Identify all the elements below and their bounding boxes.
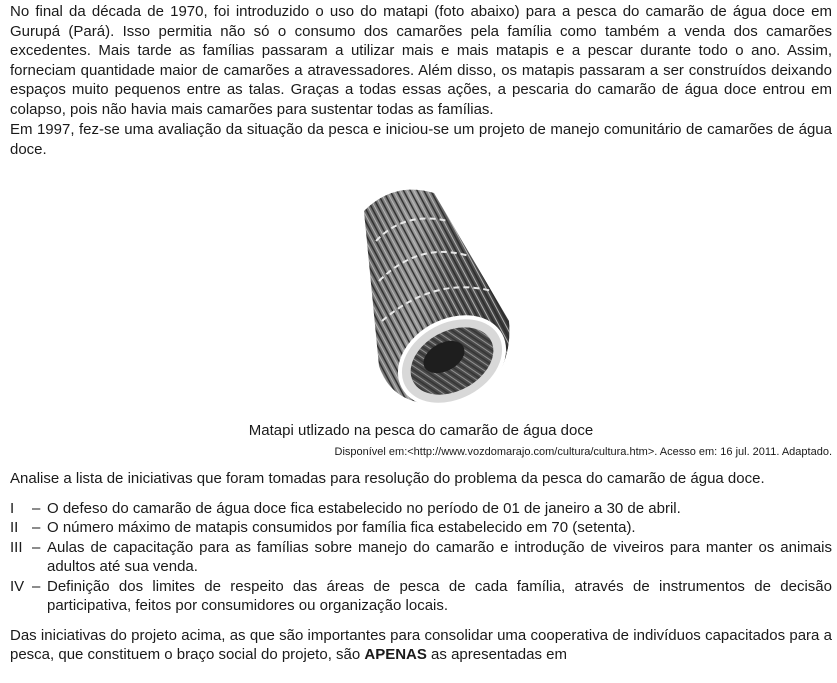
list-item bbox=[10, 499, 832, 519]
project-paragraph: Em 1997, fez-se uma avaliação da situação da pesca e iniciou-se um projeto de manejo comunitário de camarões de água doce. bbox=[10, 121, 832, 158]
item-text: Definição dos limites de respeito das áreas de pesca de cada família, através de instrumentos de decisão participativa, feitos por consumidores ou organização locais. bbox=[47, 577, 832, 614]
list-item bbox=[10, 518, 832, 538]
item-numeral: IV bbox=[10, 577, 25, 595]
matapi-figure bbox=[10, 159, 832, 421]
item-numeral: III bbox=[10, 538, 23, 556]
item-numeral: II bbox=[10, 519, 19, 536]
item-dash: – bbox=[32, 577, 41, 595]
matapi-trap-image bbox=[324, 171, 524, 411]
item-numeral: I bbox=[10, 499, 15, 517]
question-document bbox=[10, 0, 832, 665]
item-text: O defeso do camarão de água doce fica estabelecido no período de 01 de janeiro a 30 de abril. bbox=[47, 499, 681, 517]
item-text: O número máximo de matapis consumidos por família fica estabelecido em 70 (setenta). bbox=[47, 519, 636, 536]
figure-source: Disponível em:<http://www.vozdomarajo.com/cultura/cultura.htm>. Acesso em: 16 jul. 2011. Adaptado. bbox=[334, 446, 832, 458]
question-paragraph bbox=[10, 626, 832, 665]
instruction-paragraph: Analise a lista de iniciativas que foram tomadas para resolução do problema da pesca do camarão de água doce. bbox=[10, 470, 765, 487]
item-dash: – bbox=[32, 519, 41, 536]
figure-caption: Matapi utlizado na pesca do camarão de água doce bbox=[248, 422, 594, 439]
item-dash: – bbox=[32, 499, 41, 517]
list-item bbox=[10, 577, 832, 616]
question-text-end: as apresentadas em bbox=[426, 646, 567, 663]
list-item bbox=[10, 538, 832, 577]
item-dash: – bbox=[32, 538, 41, 556]
intro-paragraph: No final da década de 1970, foi introduzido o uso do matapi (foto abaixo) para a pesca do camarão de água doce em Gurupá (Pará). Isso permitia não só o consumo dos camarões pela família como também a venda dos camarões excedentes. Mais tarde as famílias passaram a utilizar mais e mais matapis e a pescar durante todo o ano. Assim, forneciam quantidade maior de camarões a atravessadores. Além disso, os matapis passaram a ser construídos deixando espaços muito pequenos entre as talas. Graças a todas essas ações, a pescaria do camarão de água doce entrou em colapso, pois não havia mais camarões para sustentar todas as famílias. bbox=[10, 3, 832, 118]
question-emphasis: APENAS bbox=[364, 646, 427, 663]
initiatives-list bbox=[10, 499, 832, 616]
question-text: Das iniciativas do projeto acima, as que são importantes para consolidar uma cooperativa de indivíduos capacitados para a pesca, que constituem o braço social do projeto, são bbox=[10, 626, 832, 663]
item-text: Aulas de capacitação para as famílias sobre manejo do camarão e introdução de viveiros para manter os animais adultos até sua venda. bbox=[47, 538, 832, 575]
